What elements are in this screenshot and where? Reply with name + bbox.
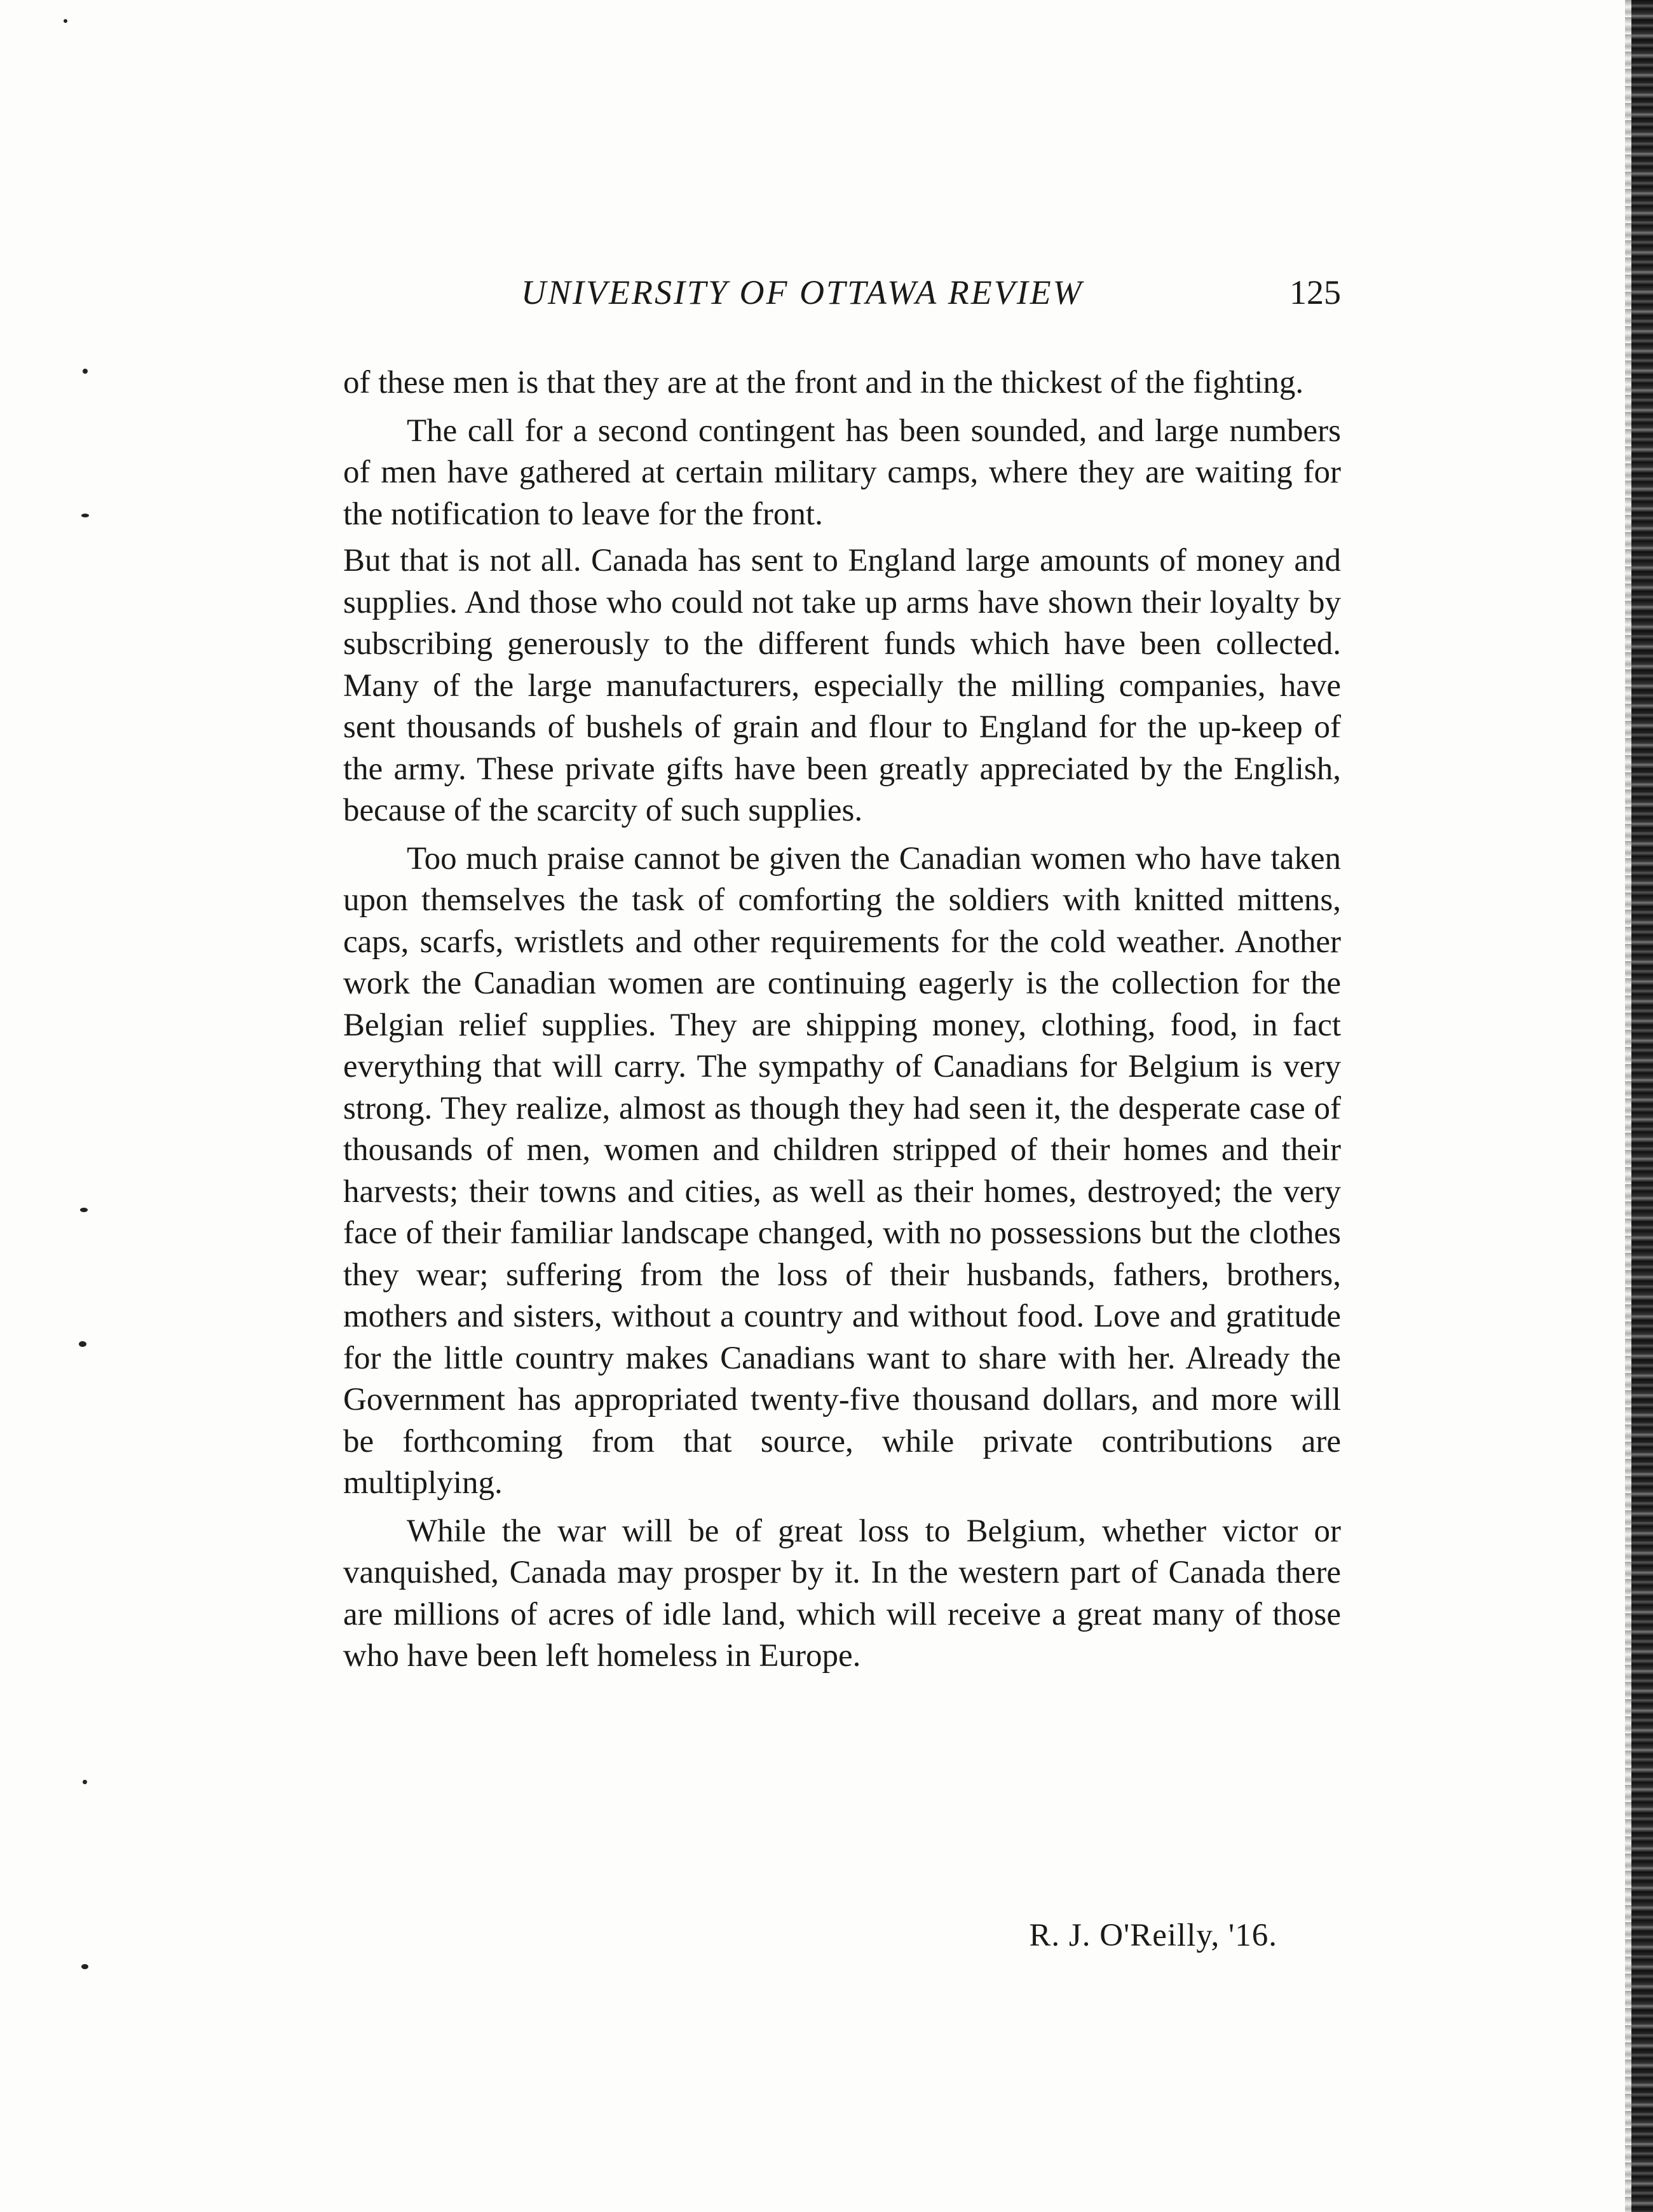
margin-speck (81, 1964, 88, 1969)
paragraph: of these men is that they are at the front and in the thickest of the fighting. (343, 365, 1304, 400)
article-body (343, 362, 1341, 1677)
page-number: 125 (1289, 273, 1341, 311)
margin-speck (80, 1208, 88, 1212)
author-signature: R. J. O'Reilly, '16. (1029, 1918, 1277, 1953)
running-title: UNIVERSITY OF OTTAWA REVIEW (521, 273, 1084, 311)
binding-edge-shadow (1631, 0, 1653, 2212)
paragraph: Too much praise cannot be given the Canadian women who have taken upon themselves the task of comforting the soldiers with knitted mittens, caps, scarfs, wristlets and other requirements for the cold weather. Another work the Canadian women are continuing eagerly is the collection for the Belgian relief supplies. They are shipping money, clothing, food, in fact everything that will carry. The sympathy of Canadians for Belgium is very strong. They realize, almost as though they had seen it, the desperate case of thousands of men, women and children stripped of their homes and their harvests; their towns and cities, as well as their homes, destroyed; the very face of their familiar landscape changed, with no possessions but the clothes they wear; suffering from the loss of their husbands, fathers, brothers, mothers and sisters, without a country and without food. Love and gratitude for the little country makes Canadians want to share with her. Already the Government has appropriated twenty-five thousand dollars, and more will be forthcoming from that source, while private contributions are multiplying. (343, 840, 1341, 1501)
margin-speck (64, 19, 67, 23)
paragraph: But that is not all. Canada has sent to England large amounts of money and supplies. And those who could not take up arms have shown their loyalty by subscribing generously to the different funds which have been collected. Many of the large manufacturers, especially the milling companies, have sent thousands of bushels of grain and flour to England for the up-keep of the army. These private gifts have been greatly appreciated by the English, because of the scarcity of such supplies. (343, 543, 1341, 828)
paragraph: The call for a second contingent has been sounded, and large numbers of men have gathered at certain military camps, where they are waiting for the notification to leave for the front. (343, 413, 1341, 532)
margin-speck (81, 514, 89, 517)
margin-speck (83, 1780, 87, 1784)
margin-speck (83, 369, 88, 374)
margin-speck (79, 1341, 86, 1347)
running-header (343, 267, 1341, 318)
paragraph: While the war will be of great loss to Belgium, whether victor or vanquished, Canada may prosper by it. In the western part of Canada there are millions of acres of idle land, which will receive a great many of those who have been left homeless in Europe. (343, 1513, 1341, 1674)
